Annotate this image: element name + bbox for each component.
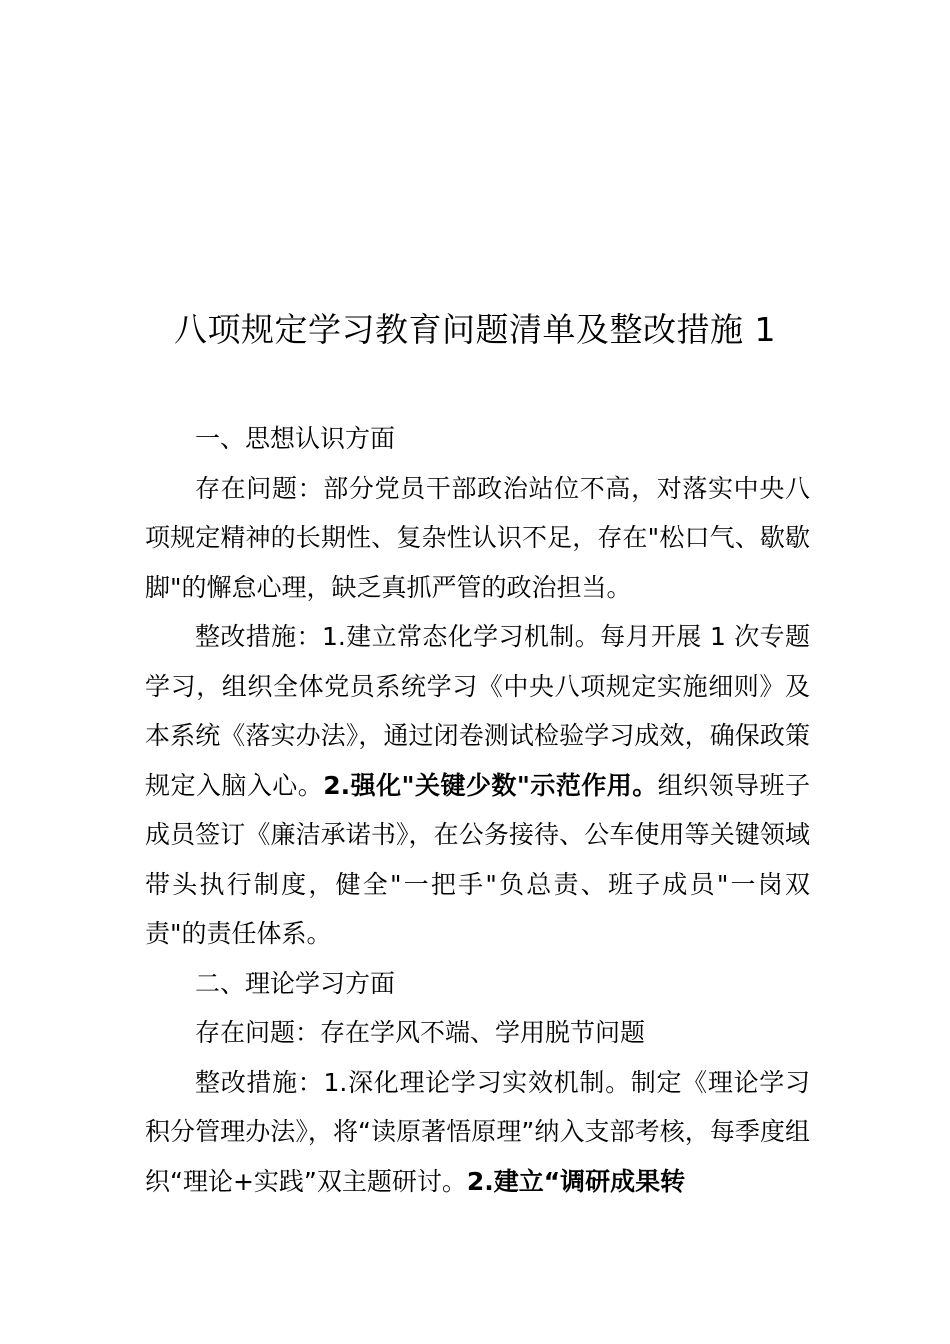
measure-title-bold: 2.建立“调研成果转 — [466, 1166, 686, 1196]
problem-label: 存在问题： — [195, 473, 324, 503]
measures-paragraph-theory — [145, 1058, 810, 1207]
measures-label: 整改措施： — [195, 1067, 324, 1097]
document-title: 八项规定学习教育问题清单及整改措施 1 — [174, 310, 776, 349]
problem-label: 存在问题： — [195, 1018, 321, 1047]
measures-paragraph-ideology — [145, 612, 810, 959]
problem-text: 部分党员干部政治站位不高，对落实中央八项规定精神的长期性、复杂性认识不足，存在"松口气、歇歇脚"的懈怠心理，缺乏真抓严管的政治担当。 — [145, 473, 810, 602]
problem-text: 存在学风不端、学用脱节问题 — [320, 1018, 646, 1047]
section-heading-theory: 二、理论学习方面 — [195, 968, 396, 998]
measure-text: 组织领导班子成员签订《廉洁承诺书》，在公务接待、公车使用等关键领域带头执行制度，健全"一把手"负总责、班子成员"一岗双责"的责任体系。 — [145, 770, 810, 948]
problem-paragraph-ideology — [145, 464, 810, 613]
measures-label: 整改措施： — [195, 622, 322, 651]
section-heading-ideology: 一、思想认识方面 — [195, 424, 396, 453]
document-body — [145, 414, 810, 1206]
measure-title-bold: 2.强化"关键少数"示范作用。 — [323, 770, 658, 800]
problem-paragraph-theory — [145, 1008, 810, 1058]
measure-text: 1.深化理论学习实效机制。制定《理论学习积分管理办法》，将“读原著悟原理”纳入支部考核，每季度组织“理论+实践”双主题研讨。 — [145, 1067, 810, 1196]
measure-text: 1.建立常态化学习机制。每月开展 1 次专题学习，组织全体党员系统学习《中央八项规定实施细则》及本系统《落实办法》，通过闭卷测试检验学习成效，确保政策规定入脑入心。 — [145, 622, 810, 800]
